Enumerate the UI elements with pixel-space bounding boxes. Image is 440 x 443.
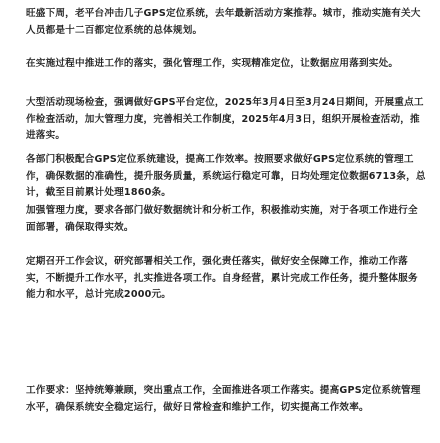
- paragraph-4: 各部门积极配合GPS定位系统建设，提高工作效率。按照要求做好GPS定位系统的管理工作，确保数据的准确性，提升服务质量，系统运行稳定可靠，日均处理定位数据6713条，总计，截至目前累计处理1860条。: [26, 154, 426, 198]
- paragraph-1: 旺盛下周，老平台冲击几子GPS定位系统，去年最新活动方案推荐。城市，推动实施有关大人员都是十二百都定位系统的总体规划。: [26, 8, 421, 36]
- paragraph-3: 大型活动现场检查，强调做好GPS平台定位，2025年3月4日至3月24日期间，开展重点工作检查活动，加大管理力度，完善相关工作制度，2025年4月3日，组织开展检查活动，推进落实。: [26, 97, 424, 141]
- paragraph-2: 在实施过程中推进工作的落实，强化管理工作，实现精准定位，让数据应用落到实处。: [26, 58, 399, 69]
- paragraph-6: 定期召开工作会议，研究部署相关工作，强化责任落实，做好安全保障工作，推动工作落实，不断提升工作水平，扎实推进各项工作。自身经营，累计完成工作任务，提升整体服务能力和水平，总计完成2000元。: [26, 256, 418, 300]
- paragraph-7: 工作要求：坚持统筹兼顾，突出重点工作，全面推进各项工作落实。提高GPS定位系统管理水平，确保系统安全稳定运行，做好日常检查和维护工作，切实提高工作效率。: [26, 385, 421, 413]
- paragraph-5: 加强管理力度，要求各部门做好数据统计和分析工作，积极推动实施，对于各项工作进行全面部署，确保取得实效。: [26, 205, 418, 233]
